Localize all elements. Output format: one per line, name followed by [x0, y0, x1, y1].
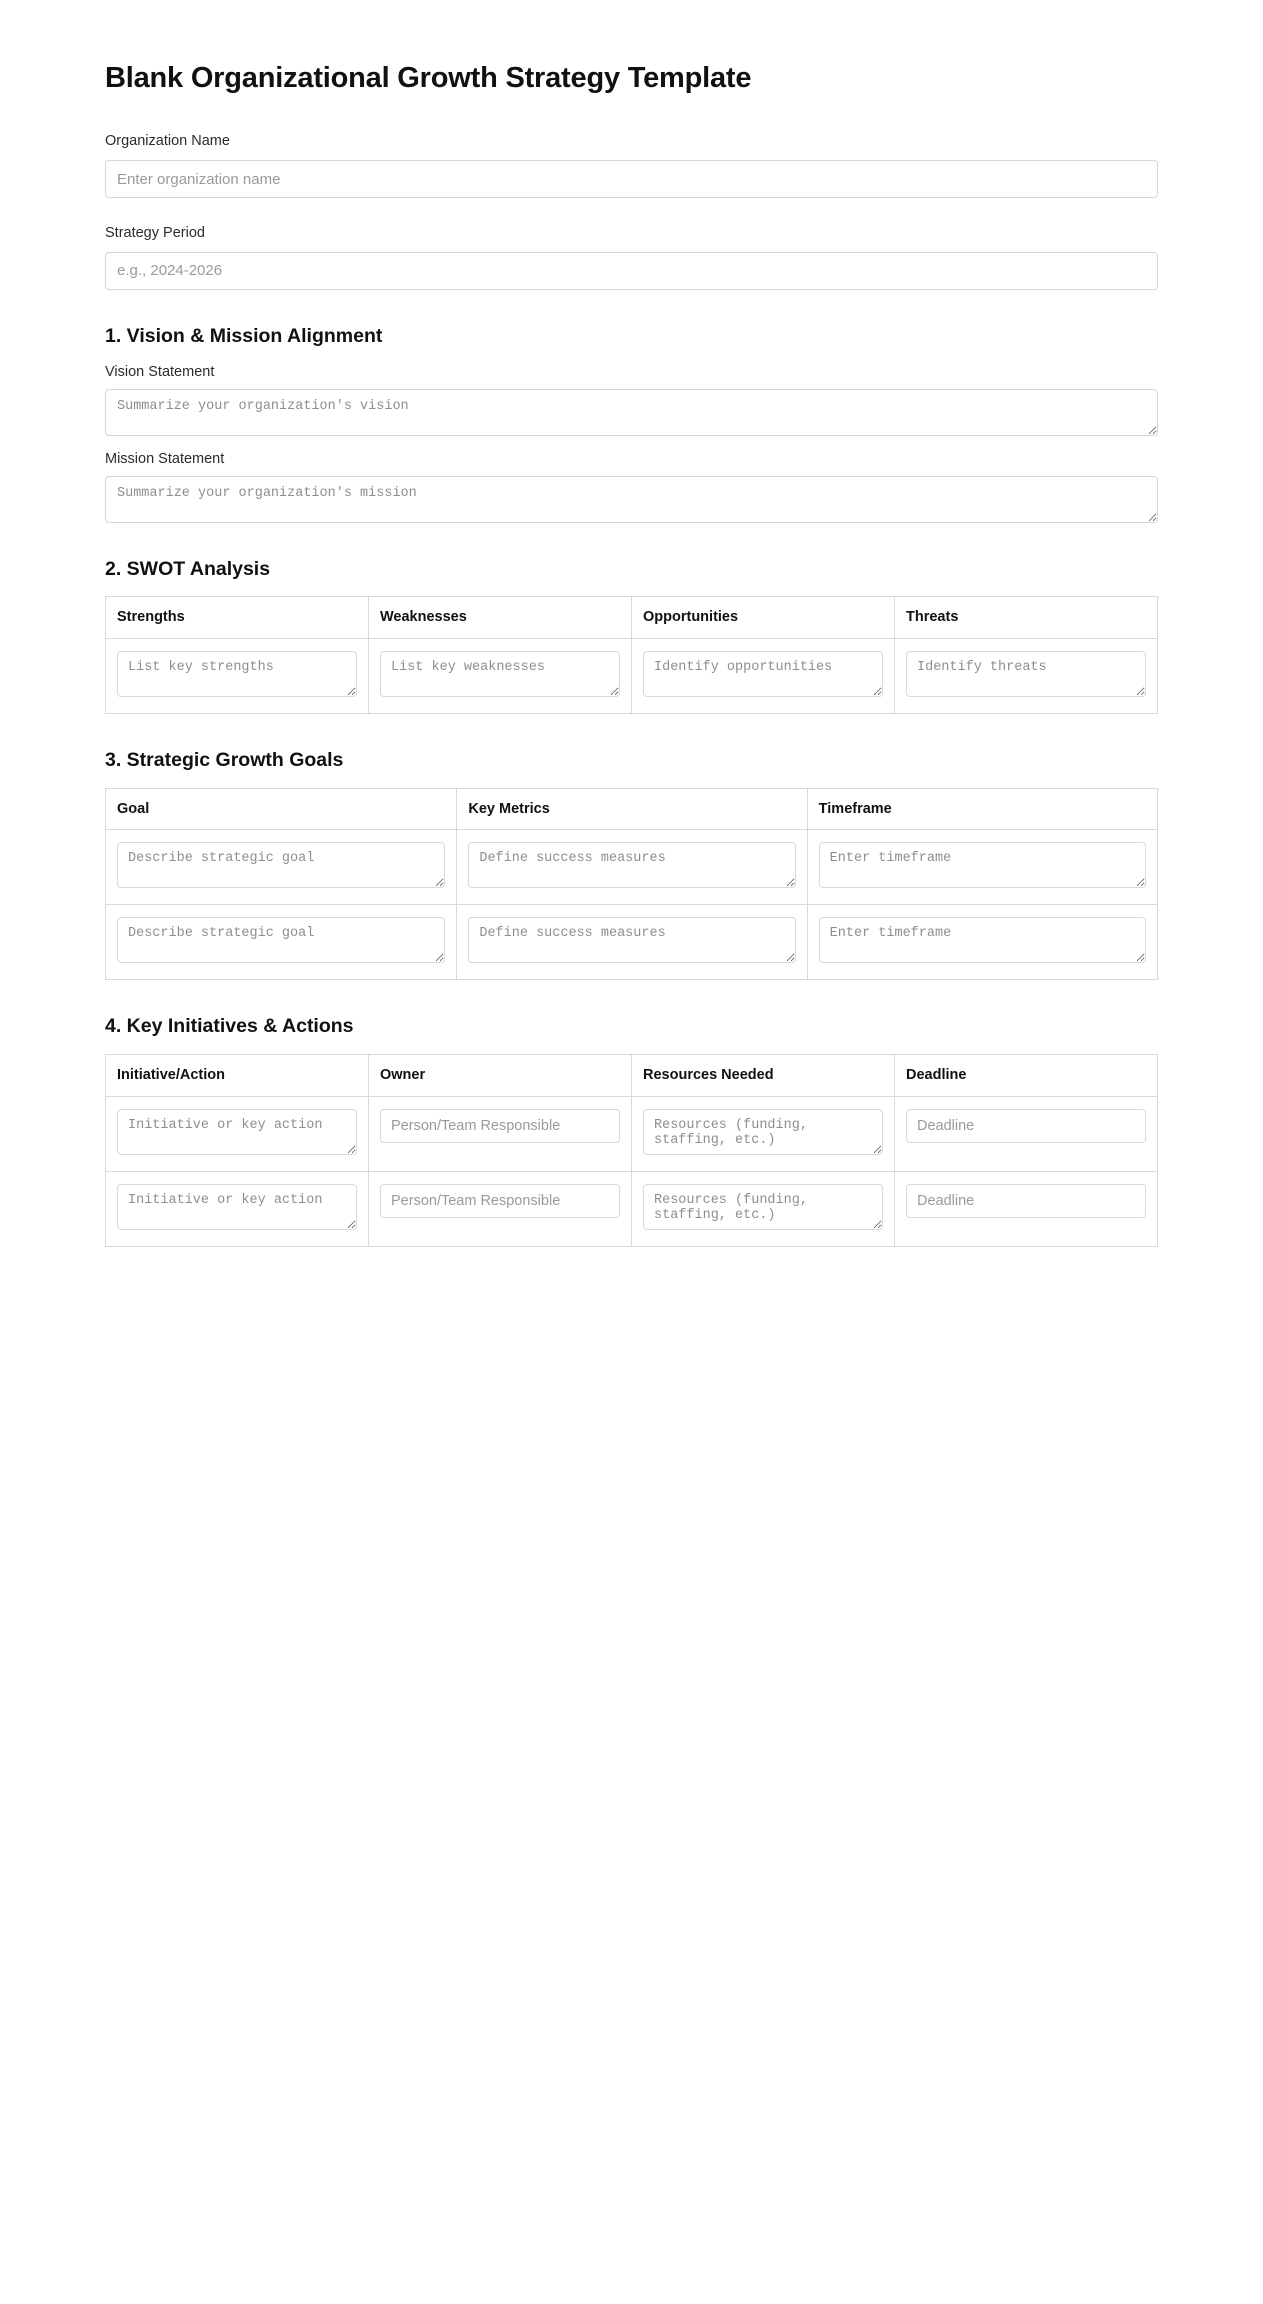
initiatives-cell-owner	[369, 1171, 632, 1246]
swot-header-weaknesses: Weaknesses	[369, 597, 632, 639]
initiatives-cell-resources	[632, 1171, 895, 1246]
goals-metrics-textarea-row1[interactable]	[468, 842, 795, 888]
swot-threats-textarea[interactable]	[906, 651, 1146, 697]
goals-header-goal: Goal	[106, 788, 457, 830]
mission-statement-label: Mission Statement	[105, 451, 225, 468]
goals-goal-textarea-row2[interactable]	[117, 917, 445, 963]
vision-statement-textarea[interactable]	[105, 389, 1158, 436]
organization-name-field-block	[105, 132, 1158, 198]
strategy-period-field-block	[105, 224, 1158, 290]
strategy-period-input[interactable]	[105, 252, 1158, 290]
initiatives-header-initiative-action: Initiative/Action	[106, 1054, 369, 1096]
swot-cell-weaknesses	[369, 639, 632, 714]
section-heading-initiatives: 4. Key Initiatives & Actions	[105, 1015, 354, 1038]
initiatives-cell-action	[106, 1171, 369, 1246]
table-header-row	[106, 597, 1158, 639]
initiatives-action-textarea-row1[interactable]	[117, 1109, 357, 1155]
goals-cell-goal	[106, 905, 457, 980]
goals-header-timeframe: Timeframe	[807, 788, 1157, 830]
section-heading-vision-mission: 1. Vision & Mission Alignment	[105, 324, 383, 347]
initiatives-owner-input-row2[interactable]	[380, 1184, 620, 1218]
goals-cell-timeframe	[807, 830, 1157, 905]
table-row	[106, 830, 1158, 905]
initiatives-cell-owner	[369, 1096, 632, 1171]
initiatives-owner-input-row1[interactable]	[380, 1109, 620, 1143]
organization-name-label: Organization Name	[105, 133, 230, 150]
initiatives-cell-deadline	[895, 1096, 1158, 1171]
initiatives-deadline-input-row2[interactable]	[906, 1184, 1146, 1218]
initiatives-table	[105, 1054, 1158, 1247]
swot-strengths-textarea[interactable]	[117, 651, 357, 697]
swot-header-threats: Threats	[895, 597, 1158, 639]
initiatives-header-resources-needed: Resources Needed	[632, 1054, 895, 1096]
goals-header-key-metrics: Key Metrics	[457, 788, 807, 830]
swot-cell-strengths	[106, 639, 369, 714]
goals-timeframe-textarea-row1[interactable]	[819, 842, 1146, 888]
goals-table	[105, 788, 1158, 981]
goals-goal-textarea-row1[interactable]	[117, 842, 445, 888]
mission-statement-textarea[interactable]	[105, 476, 1158, 523]
section-heading-swot: 2. SWOT Analysis	[105, 557, 271, 580]
goals-metrics-textarea-row2[interactable]	[468, 917, 795, 963]
table-row	[106, 639, 1158, 714]
goals-cell-goal	[106, 830, 457, 905]
swot-weaknesses-textarea[interactable]	[380, 651, 620, 697]
initiatives-resources-textarea-row1[interactable]	[643, 1109, 883, 1155]
table-header-row	[106, 788, 1158, 830]
initiatives-cell-resources	[632, 1096, 895, 1171]
swot-opportunities-textarea[interactable]	[643, 651, 883, 697]
table-row	[106, 1171, 1158, 1246]
goals-cell-timeframe	[807, 905, 1157, 980]
initiatives-resources-textarea-row2[interactable]	[643, 1184, 883, 1230]
swot-header-strengths: Strengths	[106, 597, 369, 639]
goals-timeframe-textarea-row2[interactable]	[819, 917, 1146, 963]
strategy-period-label: Strategy Period	[105, 225, 205, 242]
table-row	[106, 1096, 1158, 1171]
initiatives-header-deadline: Deadline	[895, 1054, 1158, 1096]
page-title: Blank Organizational Growth Strategy Template	[105, 62, 752, 94]
goals-cell-key-metrics	[457, 905, 807, 980]
swot-table	[105, 596, 1158, 714]
swot-header-opportunities: Opportunities	[632, 597, 895, 639]
organization-name-input[interactable]	[105, 160, 1158, 198]
initiatives-header-owner: Owner	[369, 1054, 632, 1096]
initiatives-deadline-input-row1[interactable]	[906, 1109, 1146, 1143]
initiatives-cell-deadline	[895, 1171, 1158, 1246]
swot-cell-opportunities	[632, 639, 895, 714]
vision-statement-label: Vision Statement	[105, 364, 215, 381]
table-row	[106, 905, 1158, 980]
initiatives-cell-action	[106, 1096, 369, 1171]
section-heading-goals: 3. Strategic Growth Goals	[105, 749, 344, 772]
initiatives-action-textarea-row2[interactable]	[117, 1184, 357, 1230]
goals-cell-key-metrics	[457, 830, 807, 905]
table-header-row	[106, 1054, 1158, 1096]
swot-cell-threats	[895, 639, 1158, 714]
